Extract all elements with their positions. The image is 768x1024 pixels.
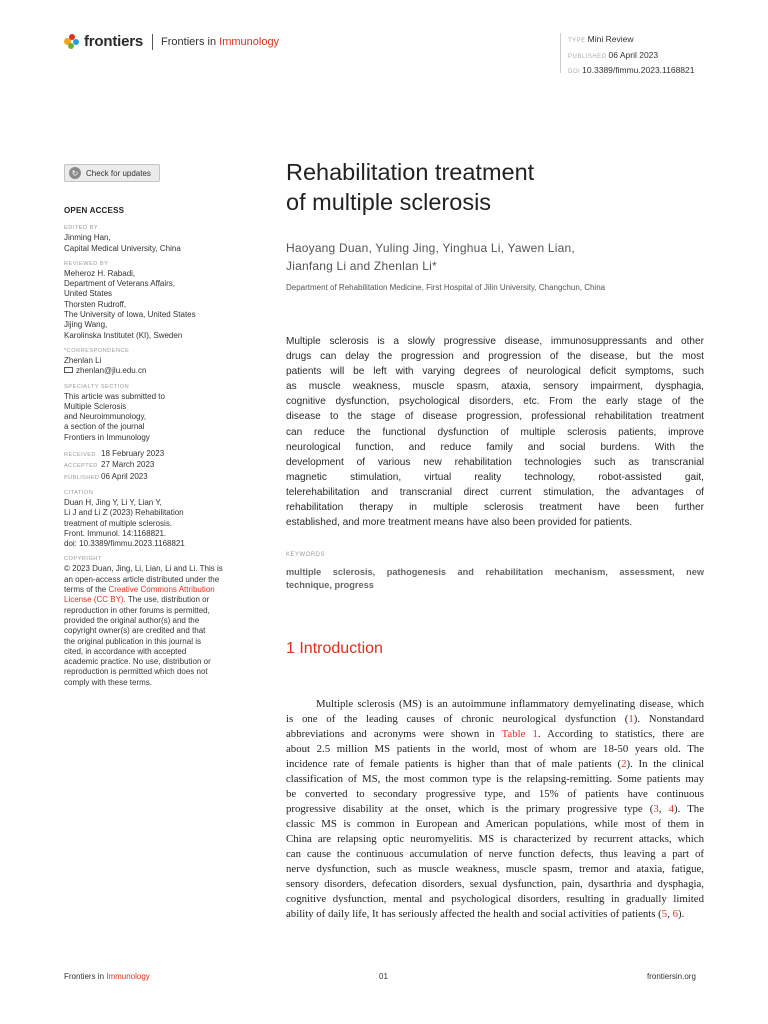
body-line (286, 817, 704, 832)
body-text: incidence rate of female patients is higher than that of male patients ( (286, 758, 622, 770)
section-heading: 1 Introduction (286, 640, 383, 657)
abstract-line: drugs can delay the progression and progression of the disease, but the most (286, 351, 704, 363)
meta-published: PUBLISHED 06 April 2023 (568, 49, 659, 60)
reviewed-by-section: REVIEWED BY Meheroz H. Rabadi, Department of Veterans Affairs, United States Thorsten Rudroff, The University of Iowa, United States Jijing Wang, Karolinska Institutet (KI), Sweden (64, 260, 196, 340)
body-line (286, 787, 704, 802)
article-title: Rehabilitation treatment of multiple sclerosis (286, 159, 535, 215)
reference-link[interactable]: 2 (621, 758, 627, 770)
body-text: is one of the leading causes of chronic neurological dysfunction ( (286, 713, 629, 725)
reference-link[interactable]: 5 (661, 908, 668, 920)
abstract-line: rehabilitation therapy in multiple sclerosis treatment have been further (286, 502, 704, 514)
keywords-label: KEYWORDS (286, 552, 326, 558)
frontiers-logo-icon (64, 34, 80, 50)
body-line (286, 892, 704, 907)
body-line (286, 727, 704, 742)
abstract-line: disease to the stage of disease progression, professional rehabilitation treatment (286, 411, 704, 423)
refresh-icon: ↻ (69, 167, 81, 179)
cc-license-link-cont[interactable]: License (CC BY) (64, 595, 124, 605)
body-text: ability of daily life, It has seriously affected the health and social activities of patients ( (286, 908, 662, 920)
body-text: progressive disability at the onset, which is the primary progressive type ( (286, 803, 654, 815)
page-number: 01 (379, 972, 388, 981)
author-list: Haoyang Duan, Yuling Jing, Yinghua Li, Yawen Lian, Jianfang Li and Zhenlan Li* (286, 241, 575, 273)
keywords: multiple sclerosis, pathogenesis and rehabilitation mechanism, assessment, new technique, progress (286, 567, 704, 590)
specialty-section: SPECIALTY SECTION This article was submitted to Multiple Sclerosis and Neuroimmunology, a section of the journal Frontiers in Immunology (64, 383, 165, 442)
header-divider (152, 34, 153, 50)
abstract-line: cognitive dysfunction, psychological disorders, etc. From the early stage of the (286, 396, 704, 408)
reference-link[interactable]: 4 (668, 803, 674, 815)
body-text: can cause the continuous accumulation of nerve function defects, thus leaving a part of (286, 848, 704, 860)
email-link[interactable]: zhenlan@jlu.edu.cn (64, 366, 244, 376)
meta-type: TYPE Mini Review (568, 34, 634, 44)
body-text: classification of MS, the most common type is the relapsing-remitting. Some patients may (286, 773, 704, 785)
abstract-line: can reduce the functional dysfunction of multiple sclerosis patients, improve (286, 426, 704, 438)
body-line (286, 802, 704, 817)
abstract-line: neurological function, and reduce family and social burdens. With the (286, 441, 704, 453)
body-text: ). (678, 908, 685, 920)
mail-icon (64, 367, 73, 373)
body-text: ). The (674, 803, 704, 815)
body-line (286, 877, 704, 892)
reference-link[interactable]: 1 (628, 713, 634, 725)
reference-link[interactable]: 6 (672, 908, 678, 920)
body-line (286, 772, 704, 787)
abstract (286, 334, 704, 530)
journal-header (64, 33, 279, 50)
body-text: cognitive dysfunction, mental and psychological disorders, resulting in gradually limited (286, 893, 704, 905)
journal-title[interactable]: Frontiers in Immunology (161, 35, 280, 48)
body-text: sensory disorders, defecation disorders, sexual dysfunction, pain, dysarthria and dysphagia, (286, 878, 704, 890)
body-text: . According to statistics, there are (537, 728, 704, 740)
footer-journal[interactable]: Frontiers in Immunology (64, 972, 150, 981)
body-line (286, 742, 704, 757)
edited-by-section: EDITED BY Jinming Han, Capital Medical University, China (64, 225, 181, 253)
body-text: about 2.5 million MS patients in the world, most of whom are 18-50 years old. The (286, 743, 704, 755)
abstract-line: as muscle weakness, muscle spasm, ataxia, sensory impairment, dysphagia, (286, 381, 704, 393)
body-text: , (667, 908, 673, 920)
body-text: abbreviations and acronyms were shown in (286, 728, 502, 740)
body-text: nerve dysfunction, such as muscle weakness, muscle spasm, tremor and ataxia, fatigue, (286, 863, 704, 875)
body-text: ). Nonstandard (633, 713, 704, 725)
body-text: be converted to secondary progressive type, and 15% of patients have continuous (286, 788, 704, 800)
affiliation: Department of Rehabilitation Medicine, First Hospital of Jilin University, Changchun, China (286, 283, 606, 292)
body-text: , (658, 803, 669, 815)
body-text: classic MS is common in European and American populations, while most of them in (286, 818, 704, 830)
body-line (286, 862, 704, 877)
body-line (286, 847, 704, 862)
abstract-line: established, and more treatment means have also been provided for patients. (286, 517, 633, 529)
body-text: China are relapsing optic neuromyelitis. MS is characterized by recurrent attacks, which (286, 833, 704, 845)
abstract-line: telerehabilitation and transcranial direct current stimulation, the advantages of (286, 486, 704, 498)
body-line (286, 907, 704, 922)
abstract-line: Multiple sclerosis is a slowly progressive disease, immunosuppressants and other (286, 336, 704, 347)
body-line (286, 697, 704, 712)
dates-section: RECEIVED 18 February 2023 ACCEPTED 27 March 2023 PUBLISHED 06 April 2023 (64, 449, 165, 481)
reference-link[interactable]: 3 (653, 803, 659, 815)
meta-doi[interactable]: DOI 10.3389/fimmu.2023.1168821 (568, 65, 695, 75)
abstract-line: patients will be left with varying degrees of neurological deficit symptoms, such (286, 366, 704, 378)
article-sidebar (64, 206, 244, 694)
introduction-text (286, 697, 704, 922)
body-line (286, 832, 704, 847)
body-text: ). In the clinical (626, 758, 704, 770)
copyright-section: COPYRIGHT © 2023 Duan, Jing, Li, Lian, Li and Li. This is an open-access article distributed under the terms of the Creative Commons Attribution License (CC BY). The use, distribution or reproduction in other forums is permitted, provided the original author(s) and the copyright owner(s) are credited and that the original publication in this journal is cited, in accordance with accepted academic practice. No use, distribution or reproduction is permitted which does not comply with these terms. (64, 556, 223, 687)
article-meta (560, 33, 695, 73)
open-access-label: OPEN ACCESS (64, 206, 125, 215)
body-line (286, 757, 704, 772)
body-text: Multiple sclerosis (MS) is an autoimmune inflammatory demyelinating disease, which (316, 698, 704, 710)
body-line (286, 712, 704, 727)
footer-site-link[interactable]: frontiersin.org (647, 972, 696, 981)
reference-link[interactable]: Table 1 (501, 728, 538, 740)
abstract-line: development of various new rehabilitation technologies such as transcranial (286, 456, 704, 468)
brand-name: frontiers (84, 33, 144, 50)
cc-license-link[interactable]: Creative Commons Attribution (108, 585, 215, 595)
check-for-updates-button[interactable]: ↻ Check for updates (64, 164, 160, 182)
abstract-line: magnetic stimulation, virtual reality technology, robot-assisted gait, (286, 471, 704, 483)
correspondence-section: *CORRESPONDENCE Zhenlan Li zhenlan@jlu.edu.cn (64, 347, 244, 377)
citation-section: CITATION Duan H, Jing Y, Li Y, Lian Y, Li J and Li Z (2023) Rehabilitation treatment of multiple sclerosis. Front. Immunol. 14:1168821. doi: 10.3389/fimmu.2023.1168821 (64, 489, 185, 549)
